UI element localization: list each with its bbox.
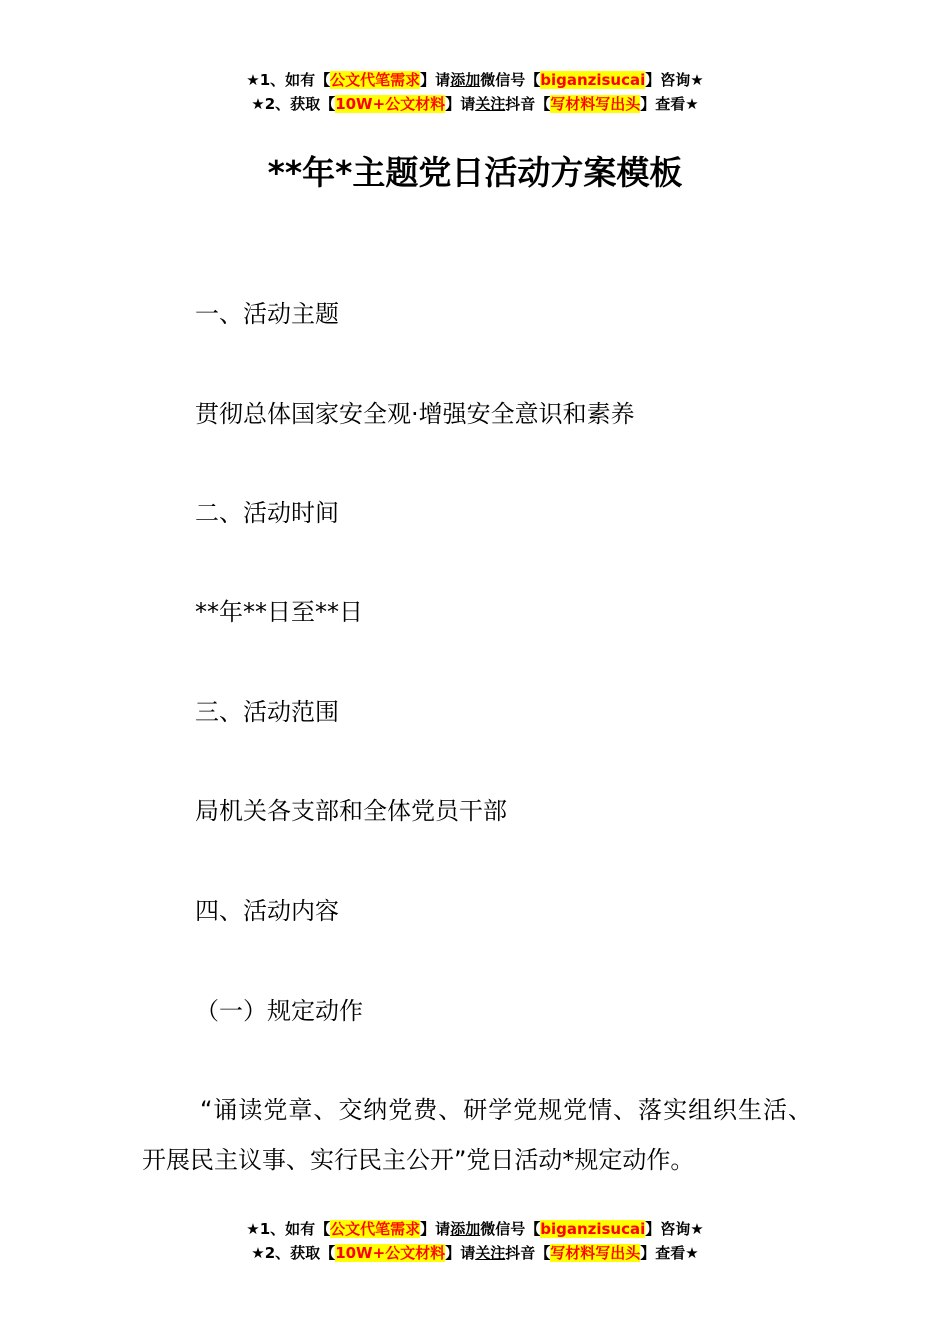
section-text: 贯彻总体国家安全观·增强安全意识和素养: [195, 400, 635, 428]
underlined-text: 关注: [475, 95, 506, 113]
banner-text: 】请: [445, 1244, 476, 1262]
banner-text: 】查看★: [640, 1244, 699, 1262]
banner-text: ★2、获取【: [251, 95, 336, 113]
banner-text: 】咨询★: [645, 71, 704, 89]
highlight-text: biganzisucai: [540, 1220, 646, 1238]
highlight-text: 写材料写出头: [550, 1244, 641, 1262]
banner-text: ★1、如有【: [246, 71, 331, 89]
section-text: 局机关各支部和全体党员干部: [195, 797, 507, 825]
banner-text: 】咨询★: [645, 1220, 704, 1238]
footer-banner: [0, 1217, 950, 1265]
highlight-text: 10W+公文材料: [335, 95, 446, 113]
banner-text: ★1、如有【: [246, 1220, 331, 1238]
section-text: **年**日至**日: [195, 598, 363, 626]
banner-text: 】请: [420, 1220, 451, 1238]
banner-text: 微信号【: [480, 71, 541, 89]
banner-text: 抖音【: [505, 95, 551, 113]
underlined-text: 添加: [450, 1220, 481, 1238]
banner-text: 】请: [445, 95, 476, 113]
underlined-text: 添加: [450, 71, 481, 89]
banner-text: 微信号【: [480, 1220, 541, 1238]
highlight-text: 公文代笔需求: [330, 71, 421, 89]
document-title: **年*主题党日活动方案模板: [267, 153, 683, 192]
section-heading: 一、活动主题: [195, 300, 339, 328]
banner-text: ★2、获取【: [251, 1244, 336, 1262]
body-paragraph: “诵读党章、交纳党费、研学党规党情、落实组织生活、开展民主议事、实行民主公开”党日活动*规定动作。: [142, 1096, 812, 1174]
highlight-text: 10W+公文材料: [335, 1244, 446, 1262]
section-heading: 四、活动内容: [195, 897, 339, 925]
highlight-text: biganzisucai: [540, 71, 646, 89]
banner-line-2: [0, 92, 950, 116]
banner-text: 抖音【: [505, 1244, 551, 1262]
underlined-text: 关注: [475, 1244, 506, 1262]
section-heading: 二、活动时间: [195, 499, 339, 527]
banner-line-2: [0, 1241, 950, 1265]
subsection-heading: （一）规定动作: [195, 997, 363, 1025]
header-banner: [0, 68, 950, 116]
banner-text: 】查看★: [640, 95, 699, 113]
highlight-text: 公文代笔需求: [330, 1220, 421, 1238]
highlight-text: 写材料写出头: [550, 95, 641, 113]
banner-line-1: [0, 1217, 950, 1241]
banner-text: 】请: [420, 71, 451, 89]
banner-line-1: [0, 68, 950, 92]
section-heading: 三、活动范围: [195, 698, 339, 726]
